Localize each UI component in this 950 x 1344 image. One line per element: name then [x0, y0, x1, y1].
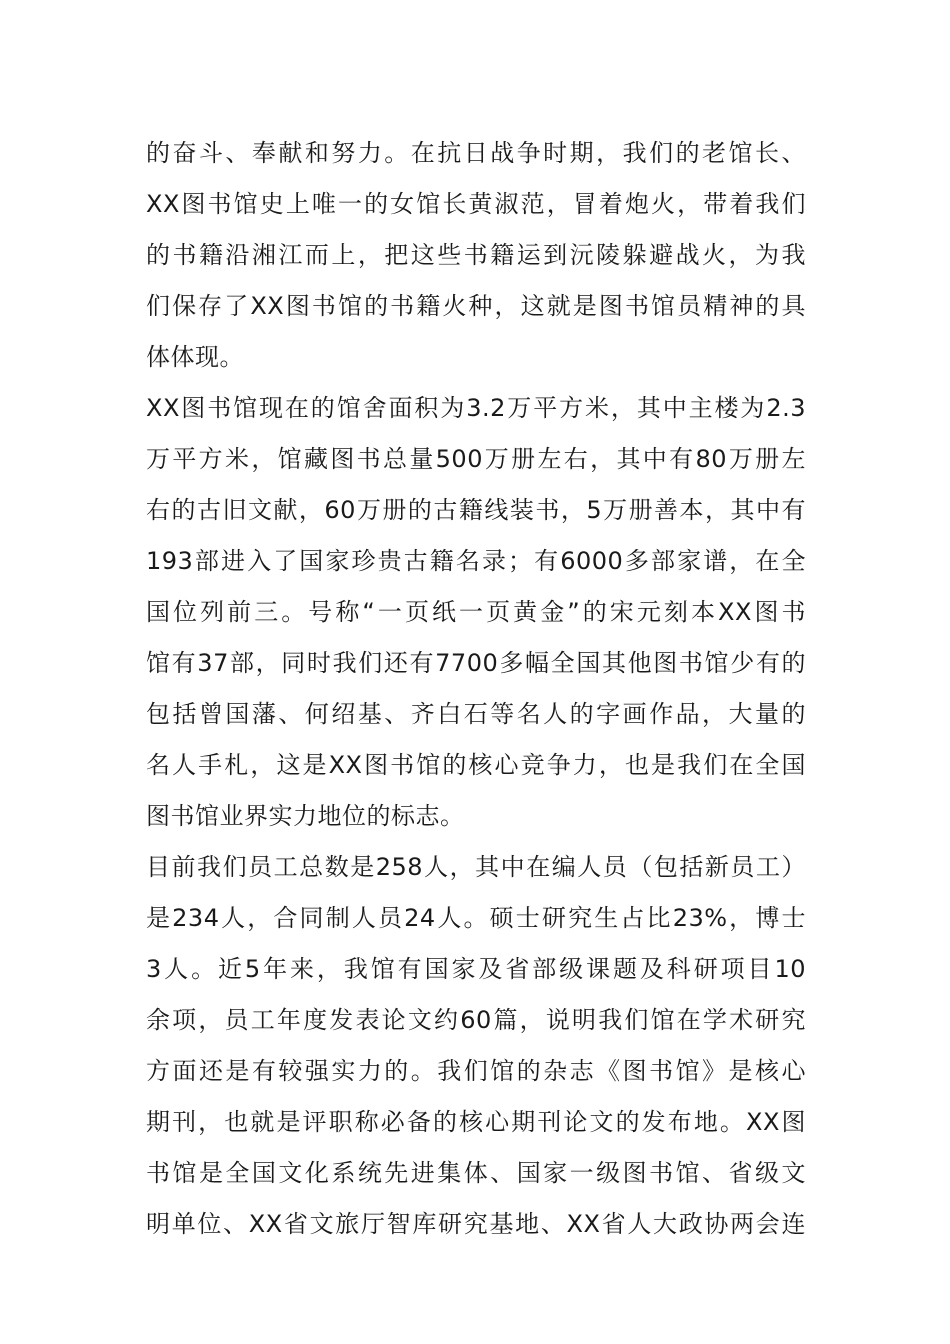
text-line: 期刊，也就是评职称必备的核心期刊论文的发布地。XX图 — [146, 1108, 806, 1136]
text-line: 图书馆业界实力地位的标志。 — [146, 802, 465, 830]
text-line: XX图书馆史上唯一的女馆长黄淑范，冒着炮火，带着我们 — [146, 190, 806, 218]
text-line: 的书籍沿湘江而上，把这些书籍运到沅陵躲避战火，为我 — [146, 241, 806, 269]
text-line: 包括曾国藩、何绍基、齐白石等名人的字画作品，大量的 — [146, 700, 806, 728]
paragraph-1 — [146, 128, 806, 383]
text-line: 书馆是全国文化系统先进集体、国家一级图书馆、省级文 — [146, 1159, 806, 1187]
text-line: 是234人，合同制人员24人。硕士研究生占比23%，博士 — [146, 904, 806, 932]
document-body — [146, 128, 806, 1250]
text-line: 明单位、XX省文旅厅智库研究基地、XX省人大政协两会连 — [146, 1210, 806, 1238]
text-line: 馆有37部，同时我们还有7700多幅全国其他图书馆少有的 — [146, 649, 806, 677]
text-line: 目前我们员工总数是258人，其中在编人员（包括新员工） — [146, 853, 806, 881]
text-line: 余项，员工年度发表论文约60篇，说明我们馆在学术研究 — [146, 1006, 806, 1034]
text-line: 193部进入了国家珍贵古籍名录；有6000多部家谱，在全 — [146, 547, 806, 575]
text-line: 方面还是有较强实力的。我们馆的杂志《图书馆》是核心 — [146, 1057, 806, 1085]
text-line: XX图书馆现在的馆舍面积为3.2万平方米，其中主楼为2.3 — [146, 394, 806, 422]
paragraph-2 — [146, 383, 806, 842]
text-line: 们保存了XX图书馆的书籍火种，这就是图书馆员精神的具 — [146, 292, 806, 320]
text-line: 名人手札，这是XX图书馆的核心竞争力，也是我们在全国 — [146, 751, 806, 779]
text-line: 国位列前三。号称“一页纸一页黄金”的宋元刻本XX图书 — [146, 598, 806, 626]
text-line: 右的古旧文献，60万册的古籍线装书，5万册善本，其中有 — [146, 496, 806, 524]
paragraph-3 — [146, 842, 806, 1250]
text-line: 3人。近5年来，我馆有国家及省部级课题及科研项目10 — [146, 955, 806, 983]
text-line: 体体现。 — [146, 343, 244, 371]
text-line: 万平方米，馆藏图书总量500万册左右，其中有80万册左 — [146, 445, 806, 473]
text-line: 的奋斗、奉献和努力。在抗日战争时期，我们的老馆长、 — [146, 139, 806, 167]
